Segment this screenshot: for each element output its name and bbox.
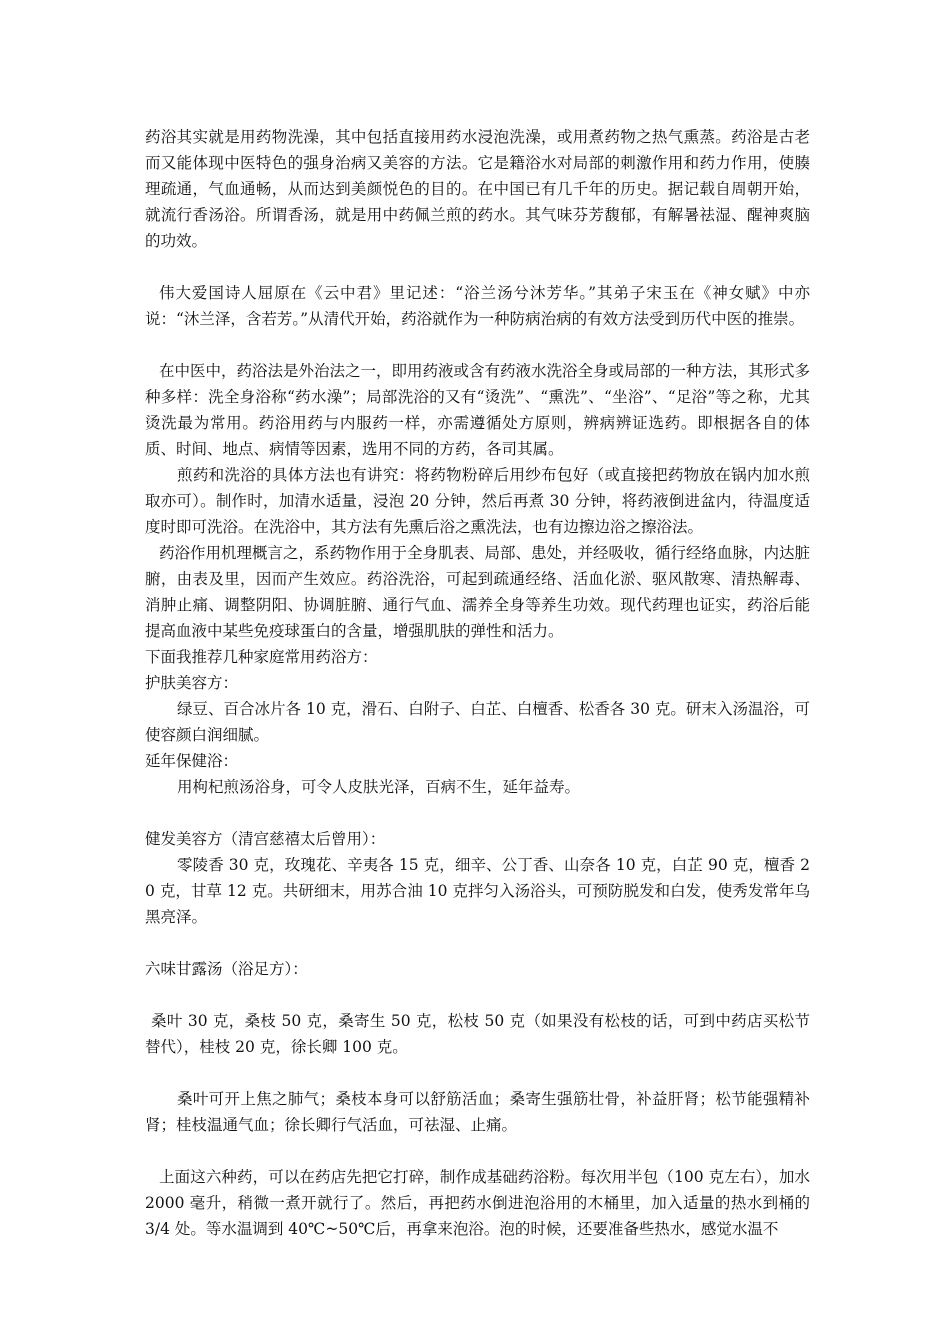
- paragraph-spacer: [145, 800, 810, 826]
- paragraph-spacer: [145, 1138, 810, 1164]
- paragraph-spacer: [145, 982, 810, 1008]
- recipe-hair-care: 零陵香 30 克，玫瑰花、辛夷各 15 克，细辛、公丁香、山奈各 10 克，白芷 90 克，檀香 20 克，甘草 12 克。共研细末，用苏合油 10 克拌匀入汤浴头，可预防脱发和白发，使秀发常年乌黑亮泽。: [145, 856, 810, 926]
- paragraph-spacer: [145, 1060, 810, 1086]
- paragraph-mechanism: 药浴作用机理概言之，系药物作用于全身肌表、局部、患处，并经吸收，循行经络血脉，内达脏腑，由表及里，因而产生效应。药浴洗浴，可起到疏通经络、活血化淤、驱风散寒、清热解毒、消肿止痛、调整阴阳、协调脏腑、通行气血、濡养全身等养生功效。现代药理也证实，药浴后能提高血液中某些免疫球蛋白的含量，增强肌肤的弹性和活力。: [145, 544, 811, 640]
- paragraph-tcm-method: 在中医中，药浴法是外治法之一，即用药液或含有药液水洗浴全身或局部的一种方法，其形式多种多样：洗全身浴称“药水澡”；局部洗浴的又有“烫洗”、“熏洗”、“坐浴”、“足浴”等之称，尤其烫洗最为常用。药浴用药与内服药一样，亦需遵循处方原则，辨病辨证选药。即根据各自的体质、时间、地点、病情等因素，选用不同的方药，各司其属。: [145, 362, 811, 458]
- paragraph-spacer: [145, 930, 810, 956]
- paragraph-recommend: 下面我推荐几种家庭常用药浴方：: [145, 648, 378, 666]
- recipe-skin-care: 绿豆、百合冰片各 10 克，滑石、白附子、白芷、白檀香、松香各 30 克。研末入汤温浴，可使容颜白润细腻。: [145, 700, 810, 744]
- paragraph-quyuan: 伟大爱国诗人屈原在《云中君》里记述：“浴兰汤兮沐芳华。”其弟子宋玉在《神女赋》中亦说：“沐兰泽，含若芳。”从清代开始，药浴就作为一种防病治病的有效方法受到历代中医的推崇。: [145, 284, 810, 328]
- paragraph-herb-effects: 桑叶可开上焦之肺气；桑枝本身可以舒筋活血；桑寄生强筋壮骨，补益肝肾；松节能强精补肾；桂枝温通气血；徐长卿行气活血，可祛湿、止痛。: [145, 1090, 810, 1134]
- paragraph-spacer: [145, 254, 810, 280]
- paragraph-decoction: 煎药和洗浴的具体方法也有讲究：将药物粉碎后用纱布包好（或直接把药物放在锅内加水煎取亦可）。制作时，加清水适量，浸泡 20 分钟，然后再煮 30 分钟，将药液倒进盆内，待温度适度时即可洗浴。在洗浴中，其方法有先熏后浴之熏洗法，也有边擦边浴之擦浴法。: [145, 466, 810, 536]
- document-body: [145, 124, 810, 1242]
- heading-hair-care: 健发美容方（清宫慈禧太后曾用）：: [145, 830, 386, 848]
- heading-foot-bath: 六味甘露汤（浴足方）：: [145, 960, 308, 978]
- recipe-longevity: 用枸杞煎汤浴身，可令人皮肤光泽，百病不生，延年益寿。: [177, 778, 581, 796]
- paragraph-spacer: [145, 332, 810, 358]
- paragraph-intro: 药浴其实就是用药物洗澡，其中包括直接用药水浸泡洗澡，或用煮药物之热气熏蒸。药浴是古老而又能体现中医特色的强身治病又美容的方法。它是籍浴水对局部的刺激作用和药力作用，使腠理疏通，气血通畅，从而达到美颜悦色的目的。在中国已有几千年的历史。据记载自周朝开始，就流行香汤浴。所谓香汤，就是用中药佩兰煎的药水。其气味芬芳馥郁，有解暑祛湿、醒神爽脑的功效。: [145, 128, 810, 250]
- heading-longevity: 延年保健浴：: [145, 752, 239, 770]
- heading-skin-care: 护肤美容方：: [145, 674, 239, 692]
- recipe-foot-bath: 桑叶 30 克，桑枝 50 克，桑寄生 50 克，松枝 50 克（如果没有松枝的话，可到中药店买松节替代），桂枝 20 克，徐长卿 100 克。: [145, 1012, 810, 1056]
- paragraph-usage: 上面这六种药，可以在药店先把它打碎，制作成基础药浴粉。每次用半包（100 克左右），加水 2000 毫升，稍微一煮开就行了。然后，再把药水倒进泡浴用的木桶里，加入适量的热水到桶的 3/4 处。等水温调到 40℃~50℃后，再拿来泡浴。泡的时候，还要准备些热水，感觉水温不: [145, 1168, 810, 1238]
